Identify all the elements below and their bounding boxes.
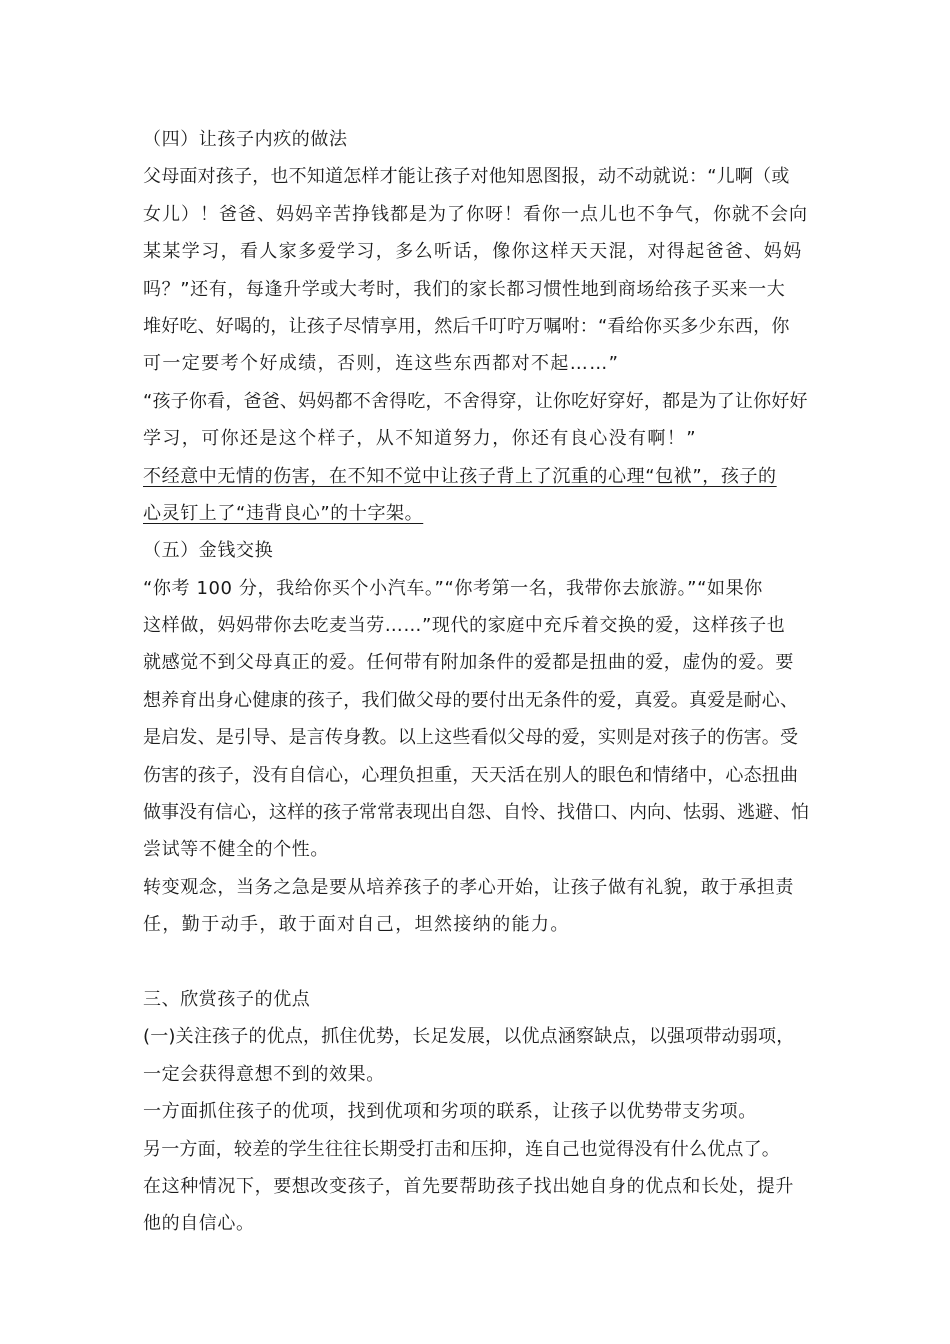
paragraph-line: 学习，可你还是这个样子，从不知道努力，你还有良心没有啊！” xyxy=(143,428,697,450)
paragraph-line: 想养育出身心健康的孩子，我们做父母的要付出无条件的爱，真爱。真爱是耐心、 xyxy=(143,689,799,711)
section-heading-guilt: （四）让孩子内疚的做法 xyxy=(143,129,348,150)
paragraph-line: 这样做，妈妈带你去吃麦当劳……”现代的家庭中充斥着交换的爱，这样孩子也 xyxy=(143,615,786,637)
paragraph-line: 在这种情况下，要想改变孩子，首先要帮助孩子找出她自身的优点和长处，提升 xyxy=(143,1175,794,1197)
paragraph-line: “你考 100 分，我给你买个小汽车。”“你考第一名，我带你去旅游。”“如果你 xyxy=(143,577,763,599)
underlined-paragraph-line: 不经意中无情的伤害，在不知不觉中让孩子背上了沉重的心理“包袱”，孩子的 xyxy=(143,465,777,487)
document-page xyxy=(143,121,811,1243)
paragraph-line: 是启发、是引导、是言传身教。以上这些看似父母的爱，实则是对孩子的伤害。受 xyxy=(143,727,799,749)
paragraph-line: 吗？”还有，每逢升学或大考时，我们的家长都习惯性地到商场给孩子买来一大 xyxy=(143,278,786,300)
paragraph-line: 伤害的孩子，没有自信心，心理负担重，天天活在别人的眼色和情绪中，心态扭曲 xyxy=(143,764,799,786)
paragraph-line: 可一定要考个好成绩，否则，连这些东西都对不起……” xyxy=(143,353,620,375)
paragraph-line: 任，勤于动手，敢于面对自己，坦然接纳的能力。 xyxy=(143,914,570,936)
paragraph-line: 父母面对孩子，也不知道怎样才能让孩子对他知恩图报，动不动就说：“儿啊（或 xyxy=(143,166,790,188)
paragraph-line: 某某学习，看人家多爱学习，多么听话，像你这样天天混，对得起爸爸、妈妈 xyxy=(143,241,803,263)
paragraph-line: 做事没有信心，这样的孩子常常表现出自怨、自怜、找借口、内向、怯弱、逃避、怕 xyxy=(143,802,809,824)
paragraph-line: “孩子你看，爸爸、妈妈都不舍得吃，不舍得穿，让你吃好穿好，都是为了让你好好 xyxy=(143,390,808,412)
paragraph-line: 就感觉不到父母真正的爱。任何带有附加条件的爱都是扭曲的爱，虚伪的爱。要 xyxy=(143,652,794,674)
underlined-paragraph-line: 心灵钉上了“违背良心”的十字架。 xyxy=(143,502,424,524)
paragraph-line: 尝试等不健全的个性。 xyxy=(143,839,329,861)
paragraph-line: 转变观念，当务之急是要从培养孩子的孝心开始，让孩子做有礼貌，敢于承担责 xyxy=(143,876,794,898)
paragraph-line: 堆好吃、好喝的，让孩子尽情享用，然后千叮咛万嘱咐：“看给你买多少东西，你 xyxy=(143,315,790,337)
section-heading-appreciate-strengths: 三、欣赏孩子的优点 xyxy=(143,988,311,1010)
paragraph-line: (一)关注孩子的优点，抓住优势，长足发展，以优点涵察缺点，以强项带动弱项， xyxy=(143,1026,795,1048)
paragraph-line: 他的自信心。 xyxy=(143,1213,255,1235)
paragraph-line: 女儿）！爸爸、妈妈辛苦挣钱都是为了你呀！看你一点儿也不争气，你就不会向 xyxy=(143,203,808,225)
paragraph-line: 另一方面，较差的学生往往长期受打击和压抑，连自己也觉得没有什么优点了。 xyxy=(143,1138,780,1160)
paragraph-line: 一定会获得意想不到的效果。 xyxy=(143,1063,385,1085)
paragraph-line: 一方面抓住孩子的优项，找到优项和劣项的联系，让孩子以优势带支劣项。 xyxy=(143,1101,757,1123)
section-spacer xyxy=(143,944,811,981)
section-heading-money-exchange: （五）金钱交换 xyxy=(143,540,274,562)
